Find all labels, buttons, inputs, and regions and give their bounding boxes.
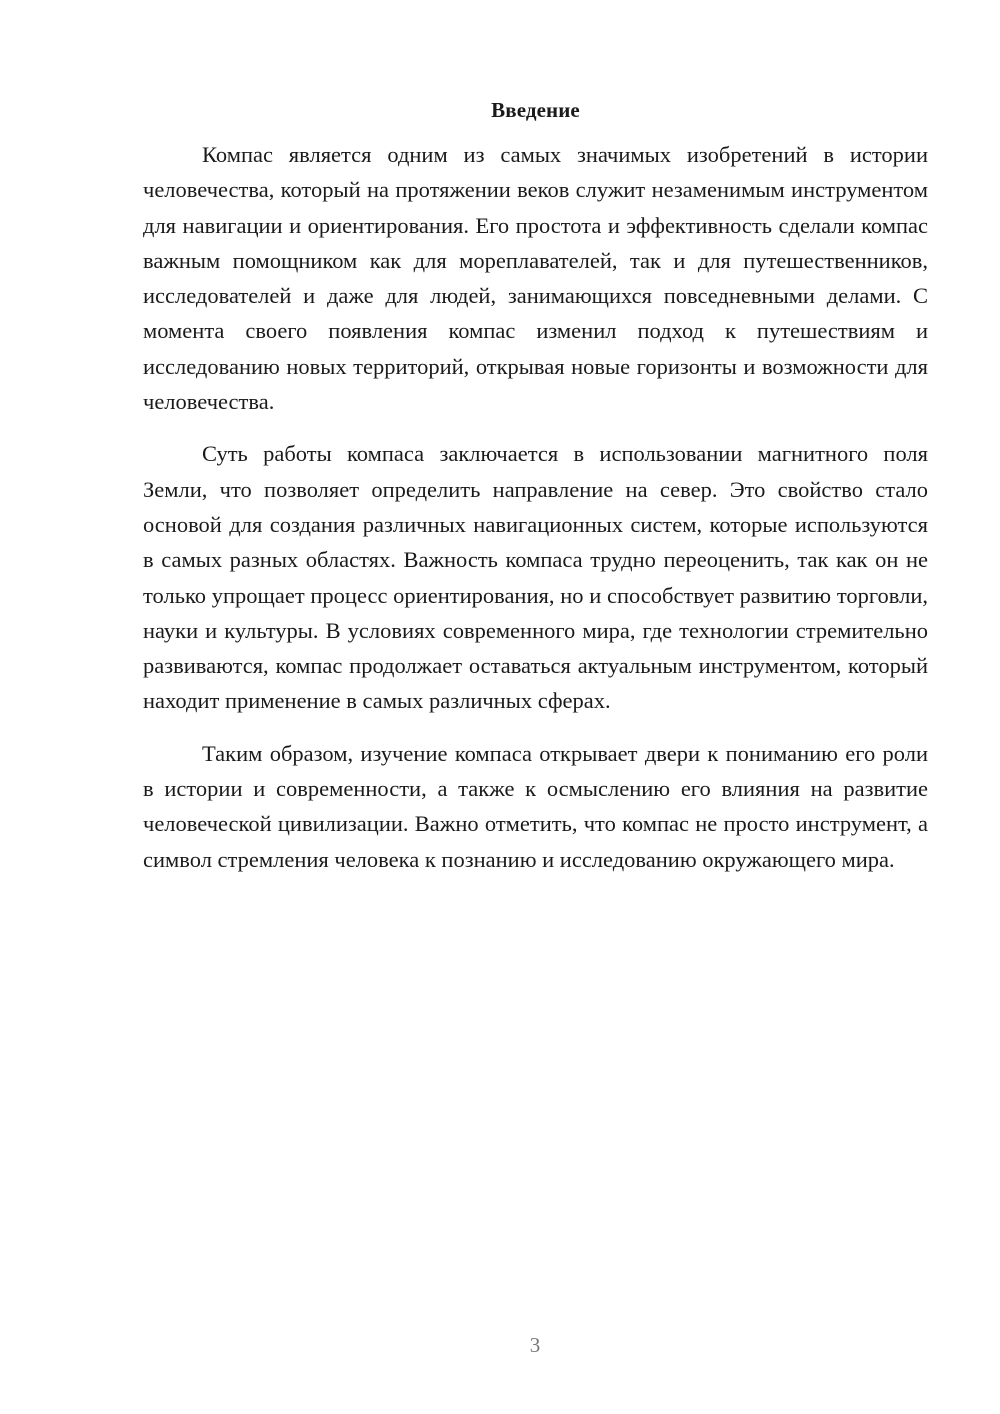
paragraph-3: Таким образом, изучение компаса открывает двери к пониманию его роли в истории и современности, а также к осмыслению его влияния на развитие человеческой цивилизации. Важно отметить, что компас не просто инструмент, а символ стремления человека к познанию и исследованию окружающего мира. bbox=[143, 740, 928, 872]
page-number: 3 bbox=[529, 1333, 541, 1357]
page-content bbox=[143, 94, 928, 894]
paragraph-2: Суть работы компаса заключается в использовании магнитного поля Земли, что позволяет определить направление на север. Это свойство стало основой для создания различных навигационных систем, которые используются в самых разных областях. Важность компаса трудно переоценить, так как он не только упрощает процесс ориентирования, но и способствует развитию торговли, науки и культуры. В условиях современного мира, где технологии стремительно развиваются, компас продолжает оставаться актуальным инструментом, который находит применение в самых различных сферах. bbox=[143, 441, 928, 714]
paragraph-1: Компас является одним из самых значимых изобретений в истории человечества, который на протяжении веков служит незаменимым инструментом для навигации и ориентирования. Его простота и эффективность сделали компас важным помощником как для мореплавателей, так и для путешественников, исследователей и даже для людей, занимающихся повседневными делами. С момента своего появления компас изменил подход к путешествиям и исследованию новых территорий, открывая новые горизонты и возможности для человечества. bbox=[143, 142, 928, 415]
section-heading: Введение bbox=[491, 98, 580, 122]
